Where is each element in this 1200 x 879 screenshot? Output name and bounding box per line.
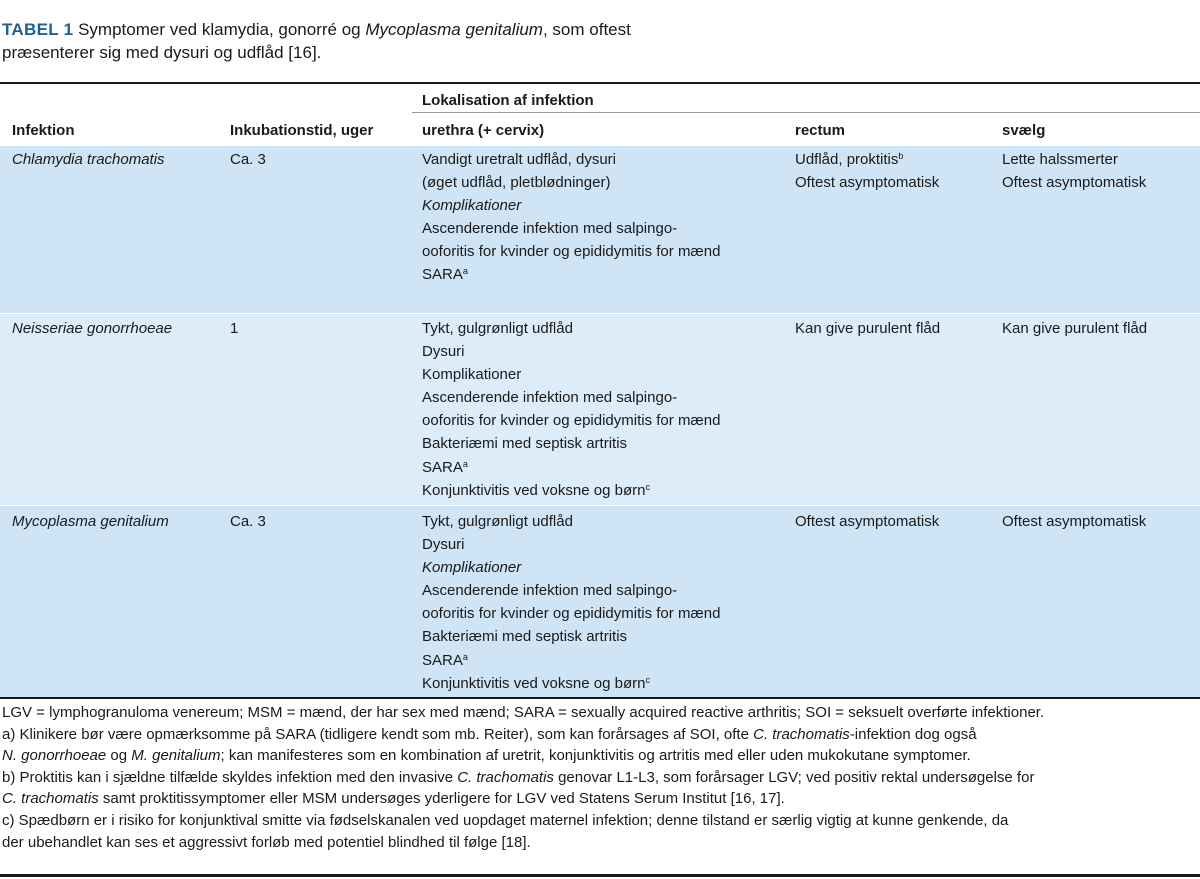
cell-line: [422, 602, 720, 625]
cell-line-text: Vandigt uretralt udflåd, dysuri: [422, 151, 616, 168]
cell-line-text: Bakteriæmi med septisk artritis: [422, 628, 628, 646]
cell-urethra: [422, 148, 720, 287]
header-throat: svælg: [1002, 122, 1046, 139]
cell-line-text: Bakteriæmi med septisk artritis: [422, 435, 628, 453]
cell-throat: [1002, 510, 1146, 533]
cell-line: [1002, 148, 1146, 171]
cell-rectum: [795, 148, 939, 194]
cell-line: [422, 533, 720, 556]
cell-line-text: SARA: [422, 266, 463, 284]
cell-incubation: Ca. 3: [230, 151, 266, 168]
footnote-a-text: -infektion dog også: [849, 725, 977, 743]
cell-line: [422, 510, 720, 533]
cell-line-text: Kan give purulent flåd: [795, 320, 941, 337]
header-incubation: Inkubationstid, uger: [230, 122, 374, 139]
cell-line-text: SARA: [422, 458, 463, 476]
cell-infection: Neisseriae gonorrhoeae: [12, 320, 173, 337]
cell-line-text: Konjunktivitis ved voksne og børn: [422, 481, 646, 499]
table-caption: [2, 18, 802, 64]
cell-line: [422, 386, 720, 409]
cell-throat: [1002, 317, 1147, 340]
caption-italic: Mycoplasma genitalium: [365, 20, 543, 39]
footnote-marker: a: [462, 651, 468, 662]
bottom-rule: [0, 874, 1200, 877]
cell-line: [422, 672, 720, 695]
cell-line: [422, 148, 720, 171]
footnote-marker: b: [898, 151, 904, 161]
footnote-marker: c: [645, 674, 650, 685]
cell-line-text: Komplikationer: [422, 366, 522, 384]
cell-line: [422, 194, 720, 217]
footnote-b-italic: C. trachomatis: [2, 790, 99, 808]
cell-line: [1002, 510, 1146, 533]
footnote-abbreviations: LGV = lymphogranuloma venereum; MSM = mænd, der har sex med mænd; SARA = sexually acquired reactive arthritis; SOI = seksuelt overførte infektioner.: [2, 704, 1045, 721]
cell-line-text: Lette halssmerter: [1002, 151, 1118, 168]
cell-line: [422, 625, 720, 648]
cell-line: [422, 363, 720, 386]
cell-urethra: [422, 317, 720, 502]
cell-line-text: Tykt, gulgrønligt udflåd: [422, 513, 573, 530]
cell-line: [422, 240, 720, 263]
footnote-a-italic: C. trachomatis: [753, 725, 850, 743]
cell-line: [795, 317, 940, 340]
cell-line: [422, 171, 720, 194]
cell-line-text: Konjunktivitis ved voksne og børn: [422, 674, 646, 692]
footnote-b-italic: C. trachomatis: [457, 768, 554, 786]
cell-line-text: Tykt, gulgrønligt udflåd: [422, 320, 573, 337]
footnote-c: [2, 810, 1198, 853]
header-group-location: Lokalisation af infektion: [422, 92, 594, 109]
cell-line-text: Udflåd, proktitis: [795, 151, 899, 168]
cell-line-text: SARA: [422, 651, 463, 669]
caption-line-1: [2, 18, 802, 41]
footnote-b-text: b) Proktitis kan i sjældne tilfælde skyldes infektion med den invasive: [2, 768, 458, 786]
footnote-a-text: a) Klinikere bør være opmærksomme på SARA (tidligere kendt som mb. Reiter), som kan forårsages af SOI, ofte: [2, 725, 754, 743]
cell-line: [422, 579, 720, 602]
footnote-marker: a: [462, 458, 468, 469]
header-rectum: rectum: [795, 122, 846, 139]
cell-line-text: Oftest asymptomatisk: [795, 513, 940, 530]
cell-line-text: Kan give purulent flåd: [1002, 320, 1148, 337]
cell-rectum: [795, 317, 940, 340]
table-bottom-rule: [0, 697, 1200, 699]
cell-line-text: Komplikationer: [422, 197, 522, 215]
cell-line: [795, 148, 939, 171]
cell-line: [422, 217, 720, 240]
cell-line: [795, 171, 939, 194]
cell-line: [422, 456, 720, 479]
top-rule: [0, 82, 1200, 84]
group-header-rule: [412, 112, 1200, 113]
cell-line-text: Dysuri: [422, 536, 465, 554]
cell-line-text: (øget udflåd, pletblødninger): [422, 174, 611, 192]
footnote-c-text: der ubehandlet kan ses et aggressivt forløb med potentiel blindhed til følge [18].: [2, 833, 531, 851]
footnote-marker: a: [462, 266, 468, 277]
caption-text: Symptomer ved klamydia, gonorré og: [73, 20, 366, 39]
table-footnotes: [2, 702, 1198, 853]
footnote-b: [2, 767, 1198, 810]
cell-infection: Chlamydia trachomatis: [12, 151, 165, 168]
cell-line: [422, 649, 720, 672]
footnote-a-text: ; kan manifesteres som en kombination af uretrit, konjunktivitis og artritis med eller uden mukokutane symptomer.: [220, 747, 971, 765]
cell-line-text: Ascenderende infektion med salpingo-: [422, 389, 678, 407]
cell-incubation: 1: [230, 320, 239, 337]
cell-urethra: [422, 510, 720, 695]
cell-rectum: [795, 510, 939, 533]
footnote-a-text: og: [106, 747, 132, 765]
footnote-a: [2, 724, 1198, 767]
cell-line-text: Oftest asymptomatisk: [1002, 513, 1147, 530]
footnote-b-text: samt proktitissymptomer eller MSM undersøges yderligere for LGV ved Statens Serum Institut [16, 17].: [98, 790, 785, 808]
caption-line-2: præsenterer sig med dysuri og udflåd [16].: [2, 43, 322, 62]
cell-line: [422, 409, 720, 432]
cell-line: [422, 556, 720, 579]
cell-throat: [1002, 148, 1146, 194]
header-urethra: urethra (+ cervix): [422, 122, 545, 139]
cell-line-text: Ascenderende infektion med salpingo-: [422, 220, 678, 238]
header-infection: Infektion: [12, 122, 75, 139]
cell-line-text: Oftest asymptomatisk: [795, 174, 940, 192]
cell-line: [422, 340, 720, 363]
cell-line: [422, 479, 720, 502]
cell-line-text: Oftest asymptomatisk: [1002, 174, 1147, 192]
cell-line: [795, 510, 939, 533]
caption-text-end: , som oftest: [542, 20, 631, 39]
footnote-b-text: genovar L1-L3, som forårsager LGV; ved positiv rektal undersøgelse for: [553, 768, 1035, 786]
table-label: TABEL 1: [2, 20, 74, 39]
footnote-a-italic: M. genitalium: [131, 747, 221, 765]
cell-line: [422, 432, 720, 455]
cell-line: [422, 317, 720, 340]
cell-line: [1002, 171, 1146, 194]
cell-line: [422, 263, 720, 286]
cell-line-text: Komplikationer: [422, 559, 522, 577]
cell-line-text: ooforitis for kvinder og epididymitis for mænd: [422, 605, 721, 623]
cell-line-text: Ascenderende infektion med salpingo-: [422, 582, 678, 600]
cell-line-text: Dysuri: [422, 343, 465, 361]
cell-infection: Mycoplasma genitalium: [12, 513, 169, 530]
cell-incubation: Ca. 3: [230, 513, 266, 530]
footnote-marker: c: [645, 481, 650, 492]
cell-line: [1002, 317, 1147, 340]
cell-line-text: ooforitis for kvinder og epididymitis for mænd: [422, 412, 721, 430]
cell-line-text: ooforitis for kvinder og epididymitis for mænd: [422, 243, 721, 261]
footnote-a-italic: N. gonorrhoeae: [2, 747, 107, 765]
footnote-c-text: c) Spædbørn er i risiko for konjunktival smitte via fødselskanalen ved uopdaget maternel infektion; denne tilstand er særlig vigtig at kunne genkende, da: [2, 811, 1009, 829]
